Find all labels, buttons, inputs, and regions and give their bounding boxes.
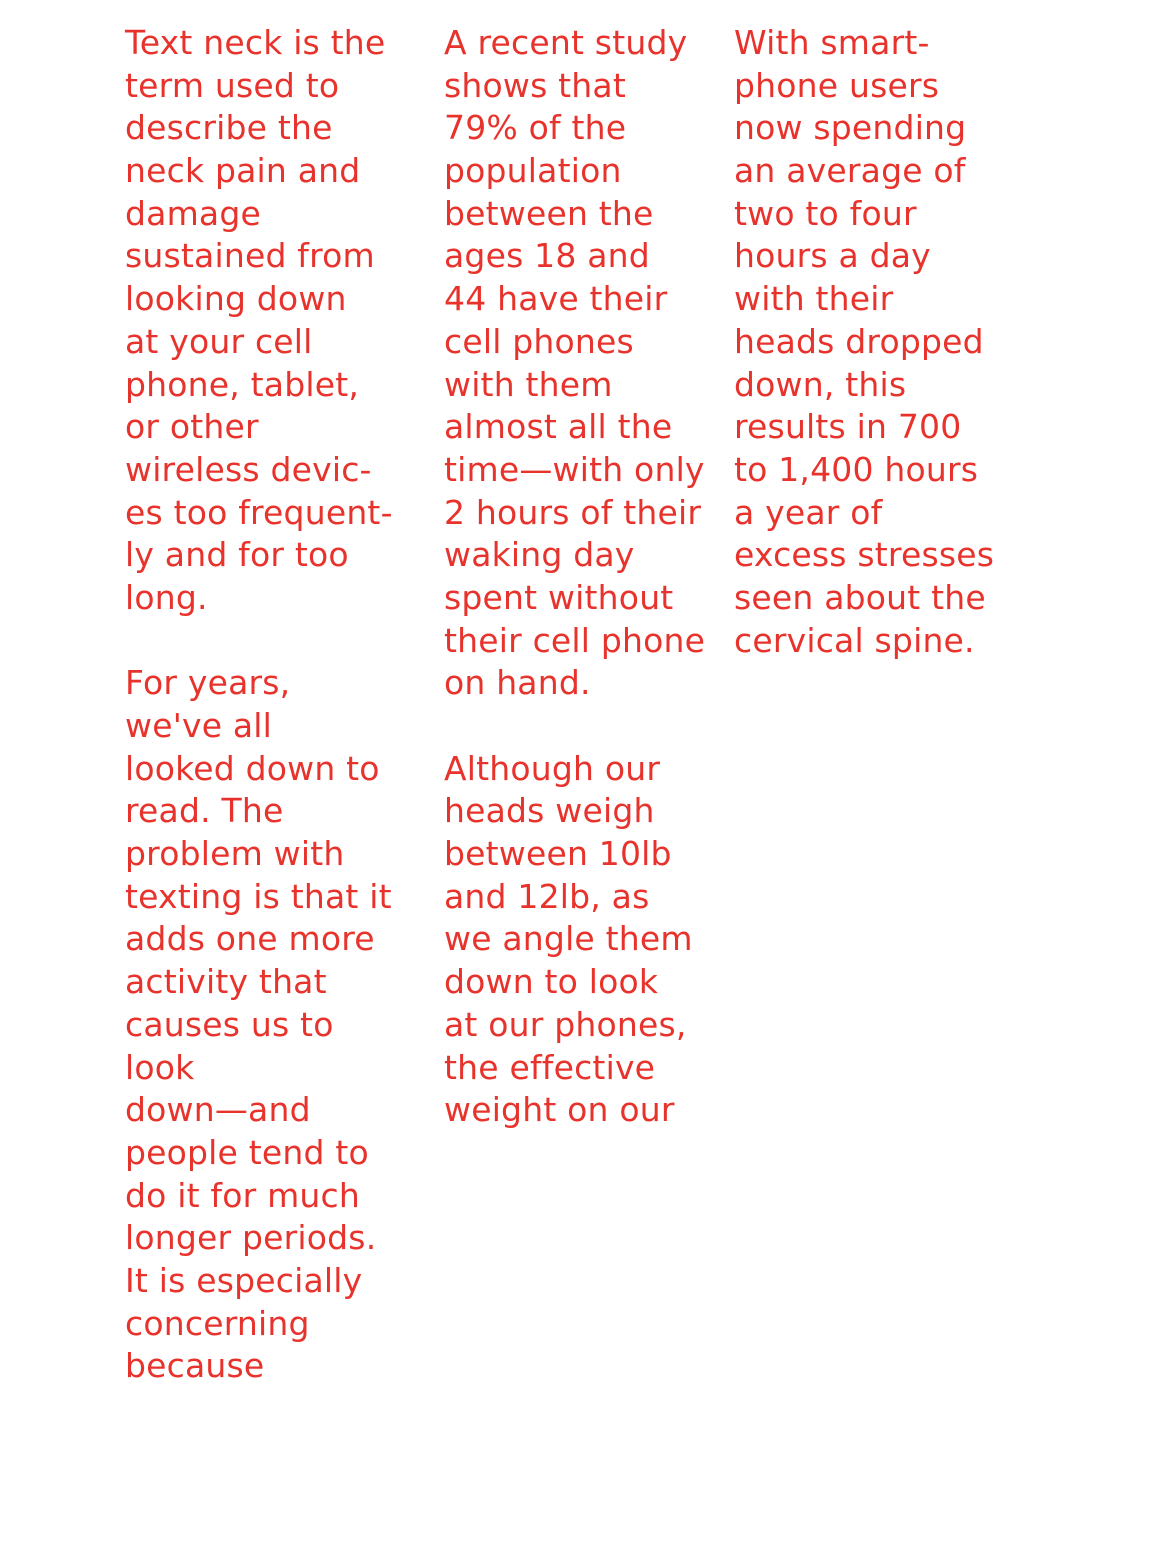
text-line: hours a day <box>734 236 931 276</box>
paragraph-looking-down <box>125 662 393 1388</box>
text-line: at our phones, <box>444 1004 687 1044</box>
text-column-1 <box>125 22 393 1388</box>
text-line: at your cell <box>125 321 313 361</box>
text-line: long. <box>125 577 208 617</box>
text-line: phone, tablet, <box>125 364 360 404</box>
text-line: between the <box>444 193 654 233</box>
text-line: now spending <box>734 108 967 148</box>
text-line: with them <box>444 364 613 404</box>
text-line: es too frequent- <box>125 492 393 532</box>
text-line: down to look <box>444 962 659 1002</box>
text-line: problem with <box>125 834 345 874</box>
text-line: ages 18 and <box>444 236 650 276</box>
text-line: looking down <box>125 279 347 319</box>
paragraph-text-neck-definition <box>125 22 393 620</box>
text-line: we've all <box>125 706 273 745</box>
text-line: spent without <box>444 577 674 617</box>
text-line: time—with only <box>444 449 705 489</box>
text-line: waking day <box>444 535 635 575</box>
text-line: results in 700 <box>734 407 962 447</box>
text-line: describe the <box>125 108 333 148</box>
text-line: 79% of the <box>444 108 627 148</box>
text-line: neck pain and <box>125 151 361 191</box>
text-line: excess stresses <box>734 535 995 575</box>
text-line: adds one more <box>125 919 375 959</box>
text-line: term used to <box>125 65 340 105</box>
text-line: their cell phone <box>444 620 706 660</box>
text-line: a year of <box>734 492 883 532</box>
text-line: on hand. <box>444 663 591 703</box>
text-line: looked down to <box>125 748 380 788</box>
text-line: an average of <box>734 151 966 191</box>
text-line: wireless devic- <box>125 449 372 489</box>
text-line: weight on our <box>444 1090 675 1130</box>
text-line: phone users <box>734 65 940 105</box>
text-line: we angle them <box>444 919 693 959</box>
text-line: A recent study <box>444 23 688 62</box>
text-line: almost all the <box>444 407 673 447</box>
paragraph-recent-study <box>444 22 705 705</box>
text-line: with their <box>734 279 894 319</box>
text-line: the effective <box>444 1047 656 1087</box>
paragraph-head-weight <box>444 748 705 1132</box>
text-line: cervical spine. <box>734 620 975 660</box>
text-line: and 12lb, as <box>444 876 650 916</box>
text-line: concerning <box>125 1303 310 1343</box>
text-line: shows that <box>444 65 626 105</box>
text-line: 44 have their <box>444 279 668 319</box>
text-line: For years, <box>125 663 291 703</box>
text-line: or other <box>125 407 259 447</box>
text-line: down—and <box>125 1090 311 1130</box>
text-line: It is especially <box>125 1260 363 1300</box>
text-line: longer periods. <box>125 1218 377 1258</box>
text-line: read. The <box>125 791 284 831</box>
text-line: causes us to <box>125 1004 334 1044</box>
text-line: Text neck is the <box>125 23 386 62</box>
text-line: heads dropped <box>734 321 984 361</box>
text-line: ly and for too <box>125 535 349 575</box>
text-line: Although our <box>444 748 661 788</box>
text-line: seen about the <box>734 577 986 617</box>
text-column-3 <box>734 22 994 662</box>
text-line: cell phones <box>444 321 634 361</box>
text-line: down, this <box>734 364 907 404</box>
text-line: activity that <box>125 962 327 1002</box>
text-line: two to four <box>734 193 917 233</box>
text-line: heads weigh <box>444 791 655 831</box>
text-line: sustained from <box>125 236 375 276</box>
text-line: look <box>125 1047 195 1087</box>
paragraph-smartphone-users <box>734 22 994 662</box>
text-column-2 <box>444 22 705 1132</box>
text-line: to 1,400 hours <box>734 449 979 489</box>
text-line: With smart- <box>734 23 930 62</box>
text-line: because <box>125 1346 265 1386</box>
text-line: 2 hours of their <box>444 492 702 532</box>
text-line: texting is that it <box>125 876 392 916</box>
text-line: between 10lb <box>444 834 672 874</box>
text-line: population <box>444 151 622 191</box>
text-line: damage <box>125 193 261 233</box>
text-line: do it for much <box>125 1175 361 1215</box>
text-line: people tend to <box>125 1132 369 1172</box>
